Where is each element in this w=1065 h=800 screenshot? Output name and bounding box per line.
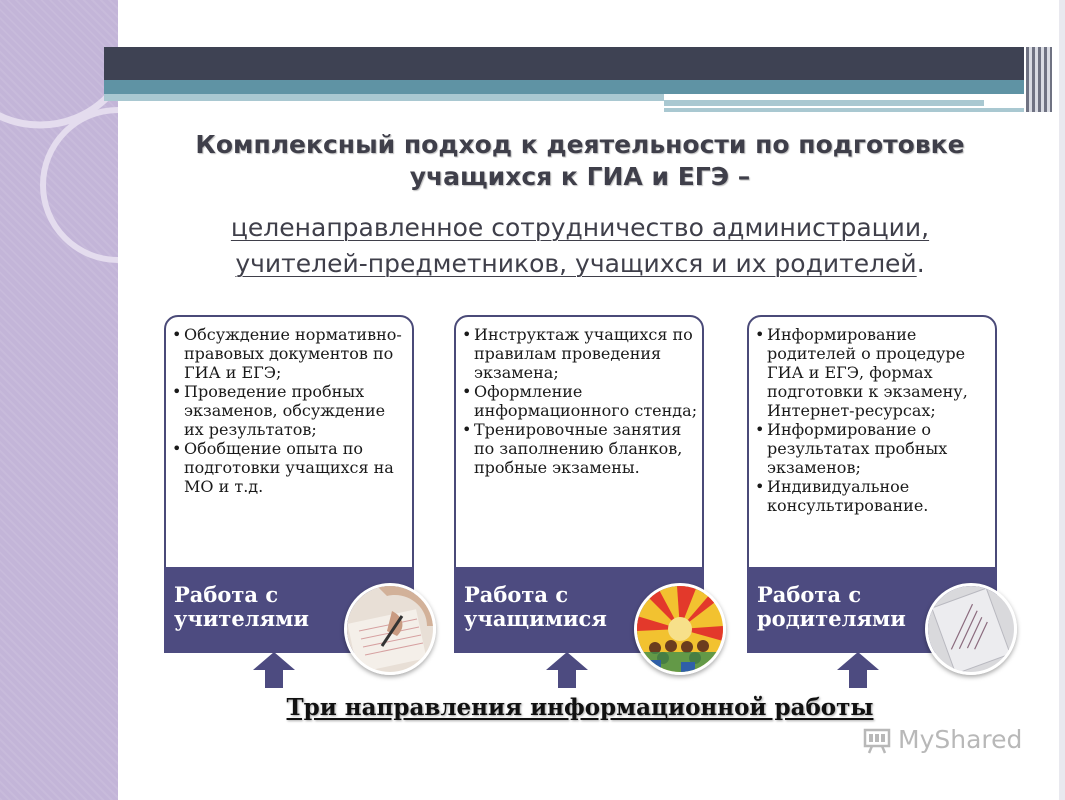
title-line-1: Комплексный подход к деятельности по подготовке bbox=[195, 130, 965, 159]
card-teachers bbox=[164, 315, 414, 655]
up-arrow-icon bbox=[837, 652, 879, 688]
right-edge-strip bbox=[1059, 0, 1065, 800]
list-item: • Обобщение опыта по подготовки учащихся на МО и т.д. bbox=[172, 439, 408, 496]
list-item: • Информирование о результатах пробных экзаменов; bbox=[755, 420, 991, 477]
card-footer-line-1: Работа с bbox=[464, 582, 569, 607]
card-footer-line-2: учащимися bbox=[464, 606, 607, 631]
list-item: • Тренировочные занятия по заполнению бланков, пробные экзамены. bbox=[462, 420, 698, 477]
card-list bbox=[462, 325, 698, 477]
header-stripe-light bbox=[104, 94, 664, 101]
title-line-2: учащихся к ГИА и ЕГЭ – bbox=[409, 162, 751, 191]
card-footer-line-1: Работа с bbox=[757, 582, 862, 607]
subtitle-line-2: учителей-предметников, учащихся и их родителей bbox=[235, 249, 917, 278]
watermark-text: MyShared bbox=[898, 724, 1023, 754]
list-item: • Проведение пробных экзаменов, обсуждение их результатов; bbox=[172, 382, 408, 439]
card-footer-label bbox=[757, 583, 922, 631]
header-decorative-bars bbox=[1026, 47, 1052, 112]
header-bar bbox=[104, 47, 1024, 80]
page-subtitle bbox=[120, 210, 1040, 282]
card-footer-line-2: учителями bbox=[174, 606, 309, 631]
header-stripe bbox=[104, 80, 1024, 94]
page-title bbox=[120, 129, 1040, 193]
decorative-circles bbox=[0, 0, 118, 300]
certificate-document-photo-icon bbox=[925, 583, 1017, 675]
card-list bbox=[172, 325, 408, 496]
myshared-logo-icon bbox=[862, 724, 892, 754]
students-crowd-illustration-icon bbox=[634, 583, 726, 675]
card-list bbox=[755, 325, 991, 515]
card-footer-line-1: Работа с bbox=[174, 582, 279, 607]
card-parents bbox=[747, 315, 997, 655]
subtitle-end: . bbox=[916, 249, 925, 278]
watermark bbox=[862, 721, 1022, 757]
list-item: • Обсуждение нормативно-правовых документов по ГИА и ЕГЭ; bbox=[172, 325, 408, 382]
up-arrow-icon bbox=[253, 652, 295, 688]
bottom-caption: Три направления информационной работы bbox=[286, 694, 874, 721]
left-decorative-strip bbox=[0, 0, 118, 800]
card-footer-label bbox=[464, 583, 629, 631]
header-stripe-thin-lower bbox=[664, 108, 1024, 112]
subtitle-line-1: целенаправленное сотрудничество администрации, bbox=[230, 213, 930, 242]
list-item: • Индивидуальное консультирование. bbox=[755, 477, 991, 515]
list-item: • Информирование родителей о процедуре ГИА и ЕГЭ, формах подготовки к экзамену, Интернет-ресурсах; bbox=[755, 325, 991, 420]
up-arrow-icon bbox=[546, 652, 588, 688]
header-stripe-thin bbox=[664, 100, 984, 106]
list-item: • Оформление информационного стенда; bbox=[462, 382, 698, 420]
card-students bbox=[454, 315, 704, 655]
card-footer-label bbox=[174, 583, 339, 631]
list-item: • Инструктаж учащихся по правилам проведения экзамена; bbox=[462, 325, 698, 382]
exam-paper-photo-icon bbox=[344, 583, 436, 675]
card-footer-line-2: родителями bbox=[757, 606, 906, 631]
